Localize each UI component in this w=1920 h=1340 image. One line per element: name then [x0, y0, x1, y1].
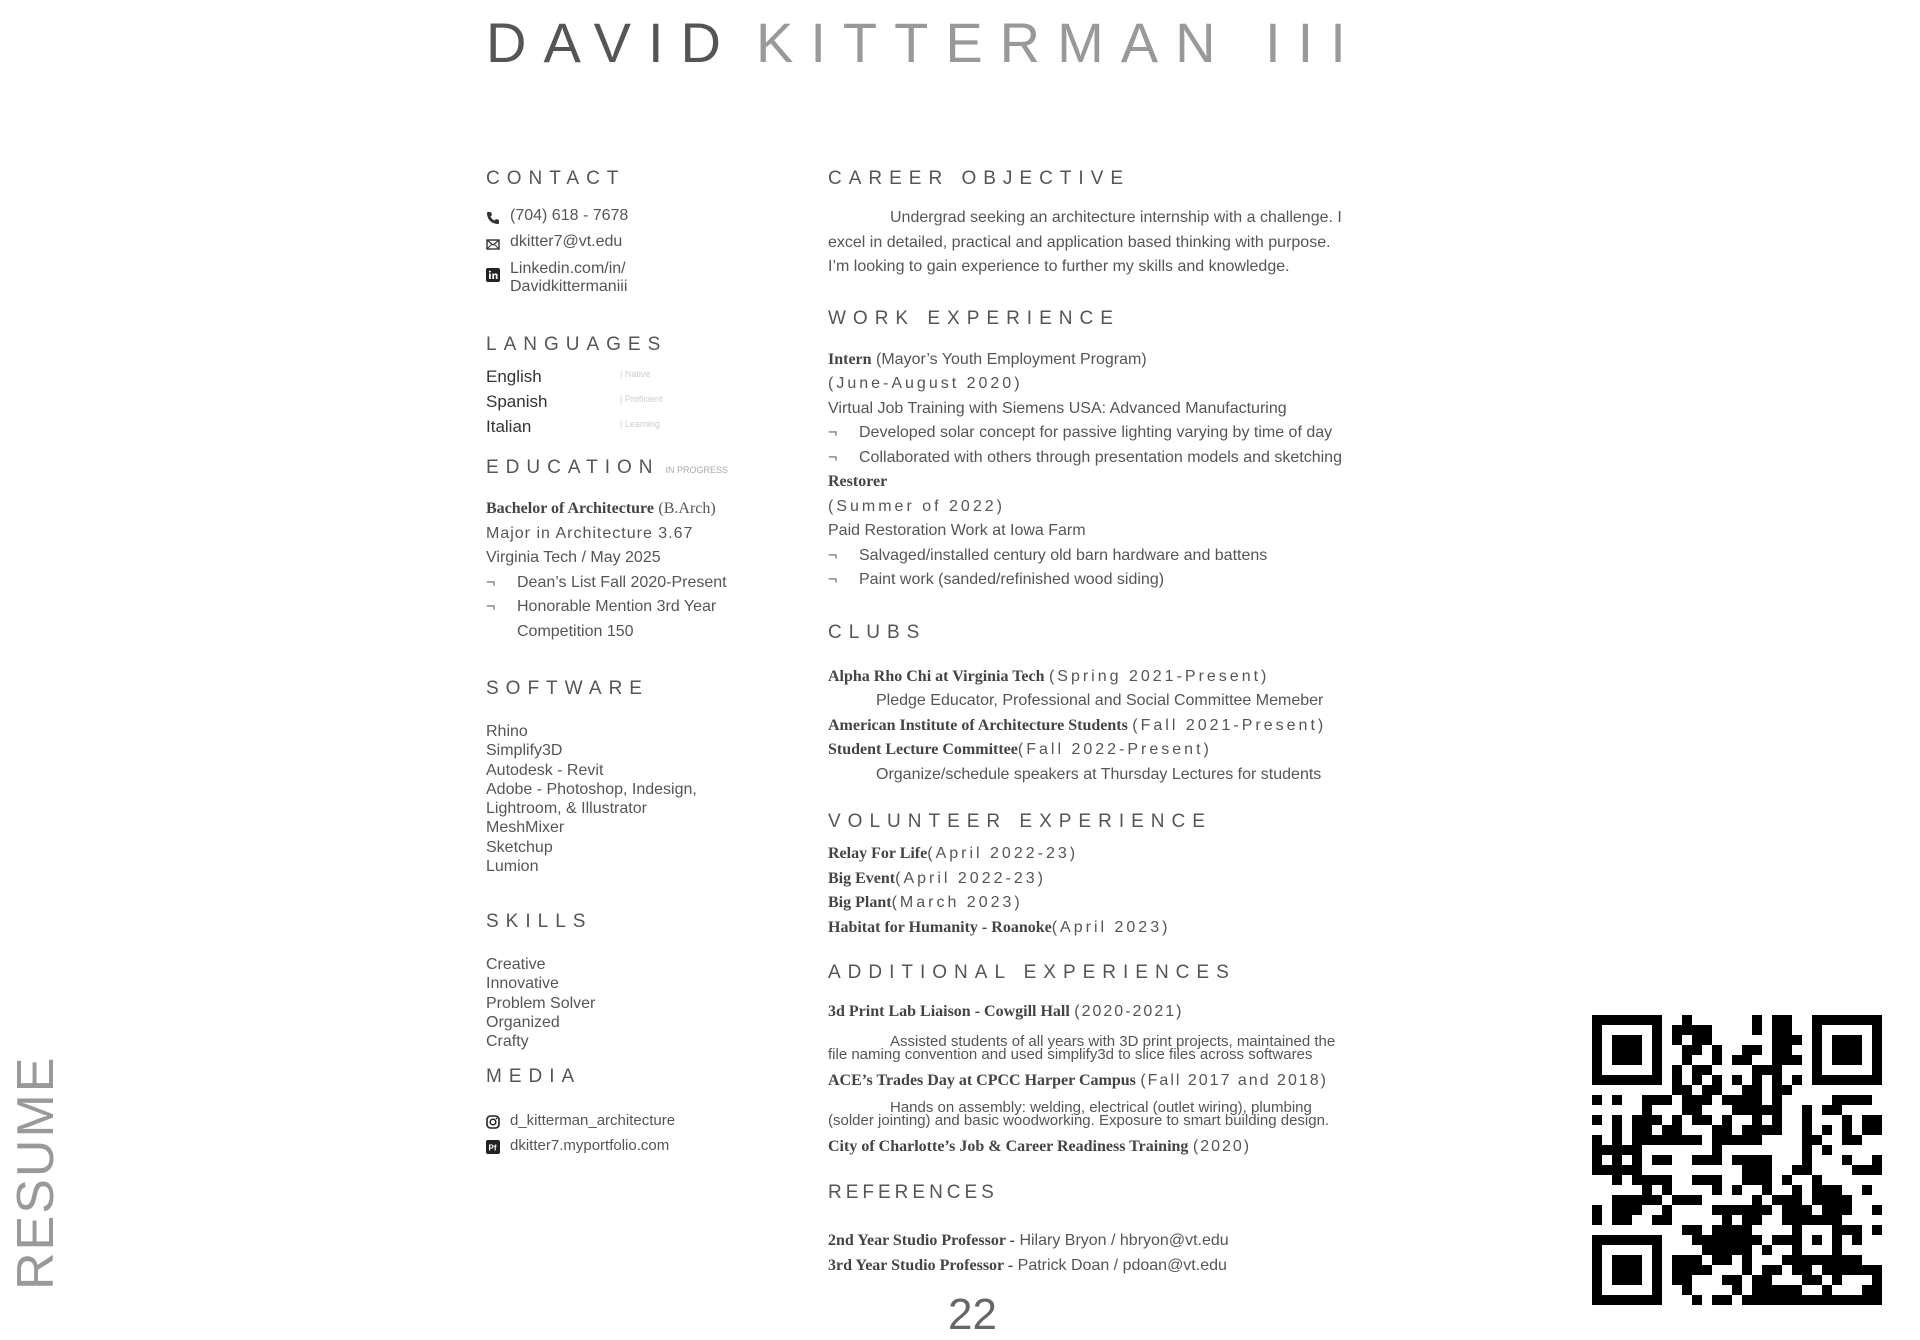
additional-desc: file naming convention and used simplify3d to slice files across softwares [828, 1046, 1313, 1063]
career-line-2: excel in detailed, practical and application based thinking with purpose. [828, 234, 1331, 251]
linkedin-line-1[interactable]: Linkedin.com/in/ [510, 260, 626, 277]
job-title-line [828, 348, 1147, 372]
skills-list [486, 955, 595, 1051]
education-note: IN PROGRESS [665, 465, 728, 475]
contact-linkedin[interactable] [486, 260, 627, 296]
club-name: American Institute of Architecture Students [828, 717, 1128, 734]
work-heading: WORK EXPERIENCE [828, 308, 1120, 329]
language-level: | Learning [620, 419, 660, 429]
software-item: MeshMixer [486, 819, 565, 837]
phone-icon [486, 211, 500, 225]
additional-dates: (2020) [1192, 1138, 1252, 1155]
clubs-heading: CLUBS [828, 622, 927, 643]
club-line [828, 714, 1326, 738]
club-dates: (Fall 2021-Present) [1132, 717, 1327, 734]
software-heading: SOFTWARE [486, 678, 649, 699]
resume-name [486, 10, 1363, 75]
software-item: Simplify3D [486, 742, 563, 760]
club-dates: (Fall 2022-Present) [1017, 741, 1212, 758]
education-bullet: ¬ Honorable Mention 3rd Year [486, 595, 716, 619]
qr-code[interactable] [1592, 1015, 1882, 1305]
job-role: Restorer [828, 473, 888, 490]
job-bullet: ¬ Collaborated with others through presentation models and sketching [828, 446, 1342, 470]
volunteer-heading: VOLUNTEER EXPERIENCE [828, 811, 1212, 832]
job-org: (Mayor’s Youth Employment Program) [876, 351, 1147, 368]
club-name: Alpha Rho Chi at Virginia Tech [828, 668, 1045, 685]
degree-name: Bachelor of Architecture [486, 500, 654, 517]
reference-item [828, 1254, 1227, 1278]
references-heading: REFERENCES [828, 1182, 998, 1203]
job-bullet: ¬ Salvaged/installed century old barn hardware and battens [828, 544, 1267, 568]
volunteer-dates: (April 2022-23) [895, 870, 1046, 887]
career-heading: CAREER OBJECTIVE [828, 168, 1131, 189]
svg-text:Pf: Pf [488, 1143, 497, 1153]
job-dates: (June-August 2020) [828, 375, 1023, 392]
club-desc: Organize/schedule speakers at Thursday Lectures for students [876, 766, 1322, 783]
language-level: | Proficient [620, 394, 663, 404]
portfolio-icon [486, 1140, 500, 1154]
language-item: English [486, 367, 542, 386]
additional-item [828, 1069, 1328, 1093]
reference-role: 3rd Year Studio Professor - [828, 1257, 1014, 1274]
additional-dates: (Fall 2017 and 2018) [1140, 1072, 1328, 1089]
additional-item [828, 1000, 1183, 1024]
education-bullet: ¬ Dean’s List Fall 2020-Present [486, 571, 727, 595]
software-item: Rhino [486, 723, 528, 740]
additional-desc: Assisted students of all years with 3D print projects, maintained the [890, 1033, 1336, 1050]
reference-item [828, 1229, 1229, 1253]
volunteer-dates: (March 2023) [891, 894, 1023, 911]
language-item: Italian [486, 417, 532, 436]
reference-contact: Patrick Doan / pdoan@vt.edu [1017, 1257, 1227, 1274]
additional-name: City of Charlotte’s Job & Career Readiness Training [828, 1138, 1189, 1155]
additional-name: ACE’s Trades Day at CPCC Harper Campus [828, 1072, 1136, 1089]
education-bullet-cont: Competition 150 [517, 623, 634, 640]
skills-heading: SKILLS [486, 911, 593, 932]
mail-icon [486, 237, 500, 251]
linkedin-icon [486, 268, 500, 282]
volunteer-item [828, 891, 1023, 915]
volunteer-name: Big Event [828, 870, 896, 887]
first-name: DAVID [486, 11, 738, 74]
job-role: Intern [828, 351, 872, 368]
skill-item: Organized [486, 1013, 560, 1031]
career-line-1: Undergrad seeking an architecture internship with a challenge. I [890, 209, 1342, 226]
volunteer-name: Relay For Life [828, 845, 928, 862]
volunteer-item [828, 842, 1078, 866]
instagram-icon [486, 1115, 500, 1129]
job-bullet: ¬ Paint work (sanded/refinished wood siding) [828, 568, 1164, 592]
job-desc: Virtual Job Training with Siemens USA: Advanced Manufacturing [828, 400, 1287, 417]
skill-item: Crafty [486, 1033, 529, 1051]
language-level: | Native [620, 369, 651, 379]
media-heading: MEDIA [486, 1066, 582, 1087]
job-dates: (Summer of 2022) [828, 498, 1005, 515]
volunteer-dates: (April 2022-23) [927, 845, 1079, 862]
software-list [486, 722, 697, 876]
resume-side-label: RESUME [7, 1055, 65, 1290]
last-name: KITTERMAN III [756, 11, 1363, 74]
skill-item: Problem Solver [486, 994, 596, 1012]
contact-email[interactable] [486, 233, 622, 251]
phone-text: (704) 618 - 7678 [510, 207, 629, 224]
additional-item [828, 1135, 1251, 1159]
education-degree [486, 497, 716, 521]
additional-desc: Hands on assembly: welding, electrical (outlet wiring), plumbing [890, 1099, 1312, 1116]
education-school: Virginia Tech / May 2025 [486, 549, 661, 566]
club-dates: (Spring 2021-Present) [1048, 668, 1270, 685]
additional-desc: (solder jointing) and basic woodworking. Exposure to smart building design. [828, 1112, 1330, 1129]
volunteer-item [828, 916, 1170, 940]
contact-heading: CONTACT [486, 168, 626, 189]
job-desc: Paid Restoration Work at Iowa Farm [828, 522, 1086, 539]
skill-item: Innovative [486, 975, 559, 993]
instagram-handle[interactable]: d_kitterman_architecture [510, 1112, 676, 1129]
contact-phone [486, 207, 628, 225]
club-line [828, 738, 1212, 762]
software-item: Lumion [486, 858, 539, 876]
media-portfolio[interactable] [486, 1137, 669, 1154]
page-number: 22 [948, 1290, 997, 1339]
software-item: Sketchup [486, 838, 553, 856]
reference-contact: Hilary Bryon / hbryon@vt.edu [1019, 1232, 1229, 1249]
volunteer-dates: (April 2023) [1051, 919, 1171, 936]
software-item: Autodesk - Revit [486, 761, 604, 779]
volunteer-item [828, 867, 1046, 891]
email-link[interactable]: dkitter7@vt.edu [510, 233, 623, 250]
portfolio-link[interactable]: dkitter7.myportfolio.com [510, 1137, 670, 1154]
career-line-3: I’m looking to gain experience to further my skills and knowledge. [828, 258, 1290, 275]
language-item: Spanish [486, 392, 548, 411]
additional-name: 3d Print Lab Liaison - Cowgill Hall [828, 1003, 1070, 1020]
education-heading [486, 457, 728, 479]
volunteer-name: Big Plant [828, 894, 892, 911]
job-bullet: ¬ Developed solar concept for passive lighting varying by time of day [828, 421, 1332, 445]
additional-dates: (2020-2021) [1074, 1003, 1184, 1020]
skill-item: Creative [486, 956, 546, 973]
additional-heading: ADDITIONAL EXPERIENCES [828, 962, 1236, 983]
linkedin-line-2[interactable]: Davidkittermaniii [510, 278, 628, 295]
club-desc: Pledge Educator, Professional and Social Committee Memeber [876, 692, 1324, 709]
education-title: EDUCATION [486, 457, 660, 478]
club-line [828, 665, 1269, 689]
degree-abbr: (B.Arch) [658, 500, 716, 517]
club-name: Student Lecture Committee [828, 741, 1018, 758]
software-item: Lightroom, & Illustrator [486, 800, 647, 818]
reference-role: 2nd Year Studio Professor - [828, 1232, 1015, 1249]
education-major: Major in Architecture 3.67 [486, 525, 694, 542]
volunteer-name: Habitat for Humanity - Roanoke [828, 919, 1052, 936]
software-item: Adobe - Photoshop, Indesign, [486, 780, 697, 798]
media-instagram[interactable] [486, 1112, 675, 1129]
languages-heading: LANGUAGES [486, 334, 668, 355]
